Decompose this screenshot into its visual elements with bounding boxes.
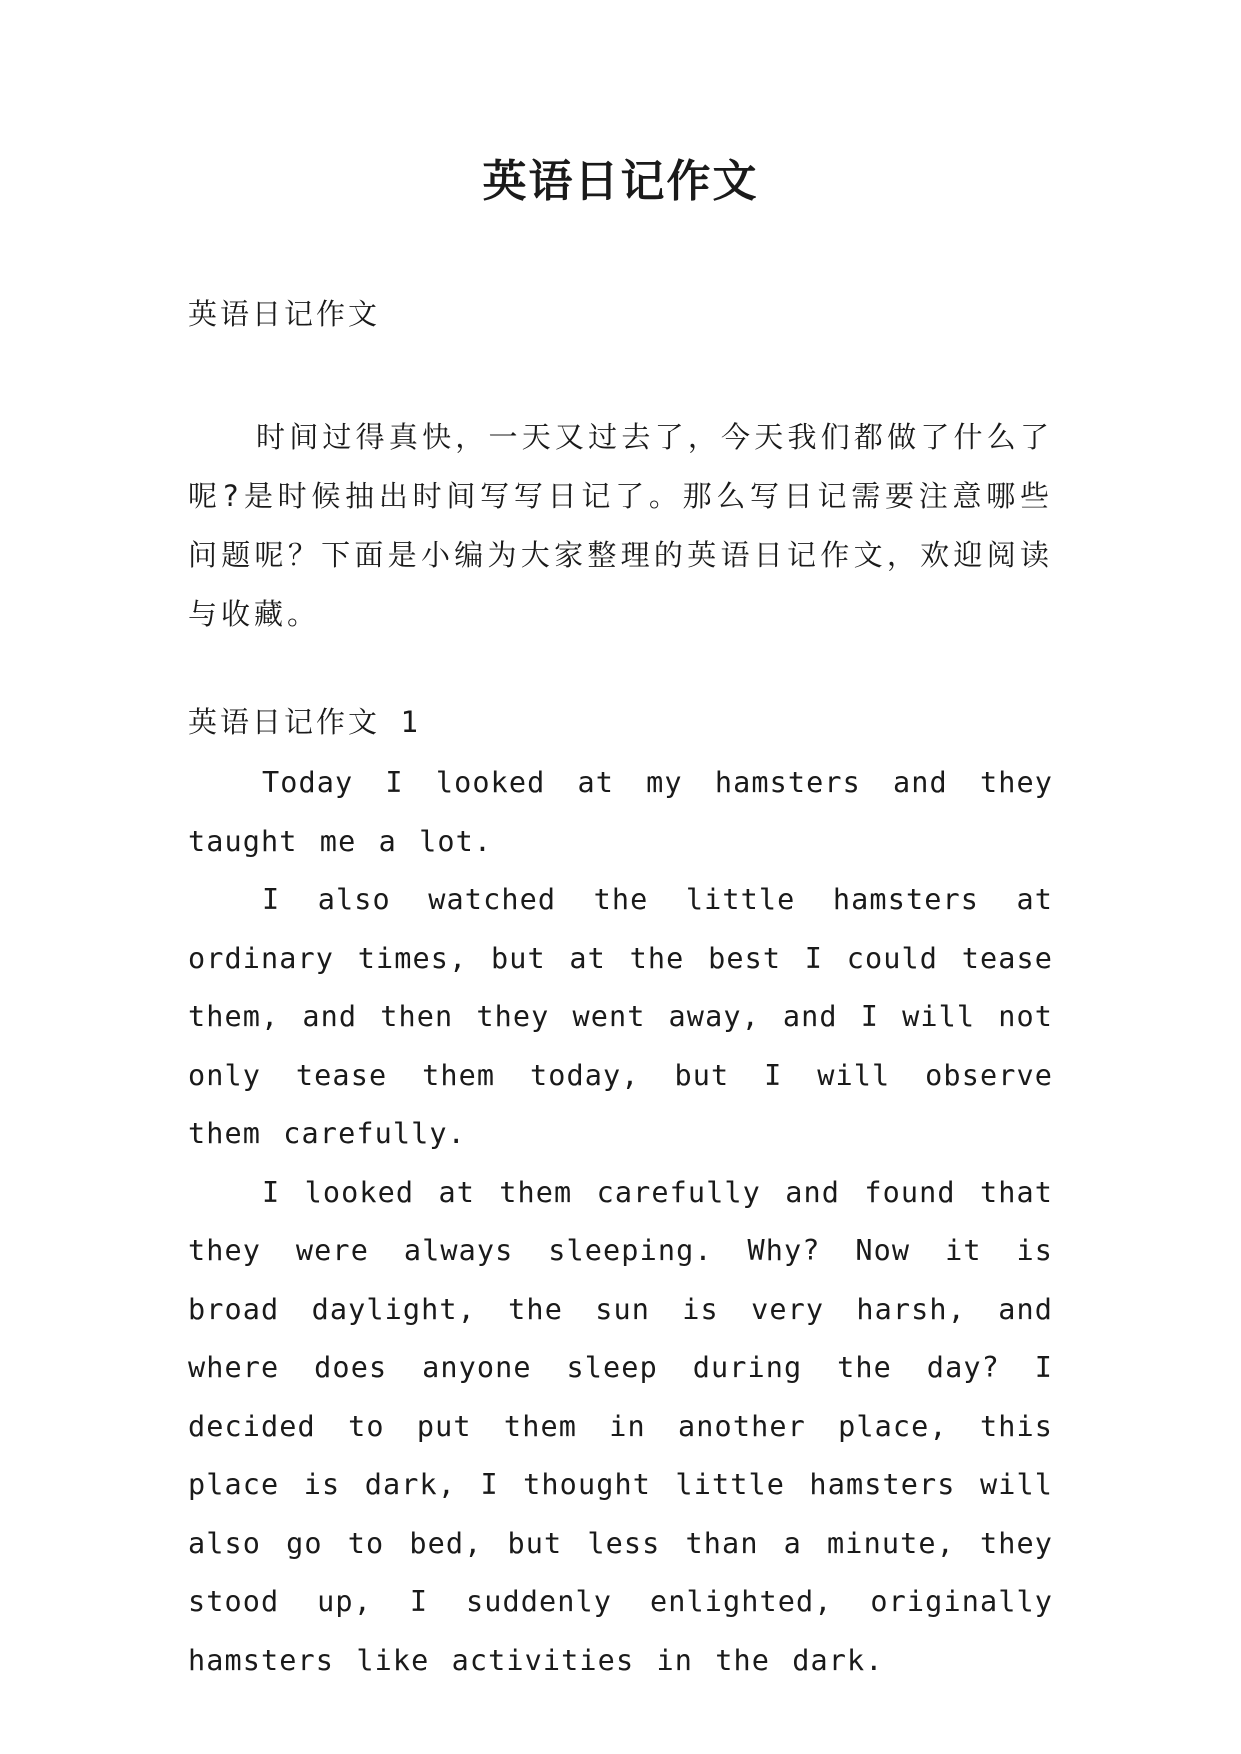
document-subtitle: 英语日记作文: [188, 297, 381, 331]
essay-paragraph: Today I looked at my hamsters and they taught me a lot.: [188, 766, 1053, 858]
essay-body: [188, 754, 1053, 1690]
intro-paragraph: 时间过得真快，一天又过去了，今天我们都做了什么了呢?是时候抽出时间写写日记了。那么写日记需要注意哪些问题呢？下面是小编为大家整理的英语日记作文，欢迎阅读与收藏。: [188, 420, 1053, 631]
essay-paragraph: I also watched the little hamsters at ordinary times, but at the best I could tease them, and then they went away, and I will not only tease them today, but I will observe them carefully.: [188, 883, 1053, 1150]
essay-paragraph: I looked at them carefully and found that they were always sleeping. Why? Now it is broad daylight, the sun is very harsh, and where does anyone sleep during the day? I decided to put them in another place, this place is dark, I thought little hamsters will also go to bed, but less than a minute, they stood up, I suddenly enlighted, originally hamsters like activities in the dark.: [188, 1175, 1053, 1677]
section-heading: 英语日记作文 1: [188, 705, 421, 739]
document-title: 英语日记作文: [482, 156, 759, 207]
